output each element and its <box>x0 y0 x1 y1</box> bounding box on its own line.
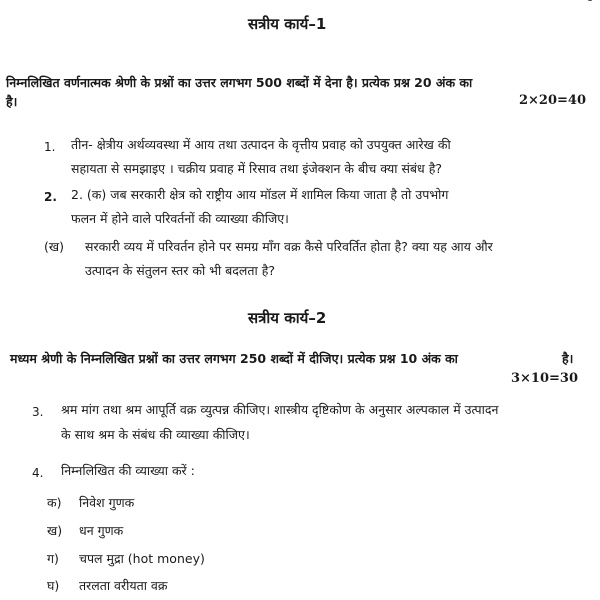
q3-line1: श्रम मांग तथा श्रम आपूर्ति वक्र व्युत्पन्न कीजिए। शास्त्रीय दृष्टिकोण के अनुसार अल्पकाल में उत्पादन <box>61 402 499 417</box>
q3-line2: के साथ श्रम के संबंध की व्याख्या कीजिए। <box>61 427 250 442</box>
q2-b-line2: उत्पादन के संतुलन स्तर को भी बदलता है? <box>85 263 276 278</box>
assignment-2-heading: सत्रीय कार्य–2 <box>248 309 327 327</box>
corner-mark <box>588 0 592 1</box>
q2-number: 2. <box>44 190 57 204</box>
assignment-2-instruction-line1: मध्यम श्रेणी के निम्नलिखित प्रश्नों का उत्तर लगभग 250 शब्दों में दीजिए। प्रत्येक प्रश्न 10 अंक का <box>10 351 458 366</box>
assignment-2-instruction-end: है। <box>562 351 574 366</box>
q2-b-line1: सरकारी व्यय में परिवर्तन होने पर समग्र माँग वक्र कैसे परिवर्तित होता है? क्या यह आय और <box>85 239 493 254</box>
q1-line2: सहायता से समझाइए । चक्रीय प्रवाह में रिसाव तथा इंजेक्शन के बीच क्या संबंध है? <box>71 161 442 176</box>
assignment-1-instruction-line2: है। <box>6 94 18 109</box>
assignment-1-instruction-line1: निम्नलिखित वर्णनात्मक श्रेणी के प्रश्नों का उत्तर लगभग 500 शब्दों में देना है। प्रत्येक प्रश्न 20 अंक का <box>6 75 473 90</box>
q2-line1: 2. (क) जब सरकारी क्षेत्र को राष्ट्रीय आय मॉडल में शामिल किया जाता है तो उपभोग <box>71 187 449 202</box>
q4-item-label: ग) <box>47 551 59 566</box>
q4-item-label: ख) <box>47 523 63 538</box>
q4-number: 4. <box>32 466 44 480</box>
q3-number: 3. <box>32 405 44 419</box>
q4-intro: निम्नलिखित की व्याख्या करें : <box>61 463 195 478</box>
q4-item-text: धन गुणक <box>79 523 124 538</box>
assignment-1-marks: 2×20=40 <box>518 93 586 108</box>
assignment-2-marks: 3×10=30 <box>510 371 578 386</box>
q4-item-text: तरलता वरीयता वक्र <box>79 578 168 593</box>
q2-b-label: (ख) <box>44 239 64 254</box>
q4-item-text: निवेश गुणक <box>79 495 135 510</box>
q1-line1: तीन- क्षेत्रीय अर्थव्यवस्था में आय तथा उत्पादन के वृत्तीय प्रवाह को उपयुक्त आरेख की <box>71 137 451 152</box>
q4-item-text: चपल मुद्रा (hot money) <box>79 551 205 566</box>
q4-item-label: घ) <box>47 578 60 593</box>
q1-number: 1. <box>44 140 56 154</box>
q4-item-label: क) <box>47 495 62 510</box>
assignment-1-heading: सत्रीय कार्य–1 <box>248 15 327 33</box>
q2-line2: फलन में होने वाले परिवर्तनों की व्याख्या कीजिए। <box>71 211 289 226</box>
